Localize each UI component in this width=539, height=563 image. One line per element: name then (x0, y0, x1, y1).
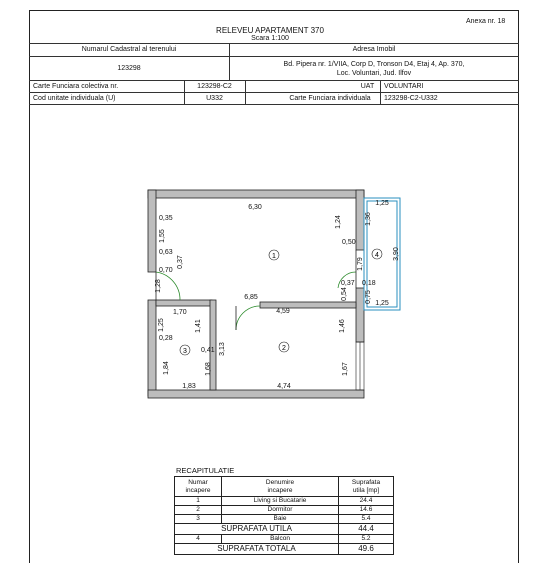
dim-right-037: 0,37 (341, 280, 355, 287)
uat-label: UAT (360, 83, 375, 90)
room-name: Dormitor (222, 506, 339, 515)
table-row (175, 506, 394, 515)
dim-bath-141: 1,41 (195, 319, 202, 333)
header-text: utila [mp] (352, 486, 380, 494)
recap-title: RECAPITULATIE (176, 466, 235, 475)
dim-left-170: 1,70 (173, 309, 187, 316)
useful-area-label: SUPRAFATA UTILA (175, 524, 339, 535)
cadastral-value: 123298 (117, 65, 141, 72)
table-row (175, 535, 394, 544)
address-label: Adresa Imobil (352, 46, 396, 53)
dim-right-124: 1,24 (335, 215, 342, 229)
dim-bath-041: 0,41 (201, 347, 215, 354)
room-number: 1 (175, 497, 222, 506)
dim-balcony-height: 3,90 (393, 247, 400, 261)
room-2-label: 2 (282, 345, 286, 352)
dim-right-050: 0,50 (342, 239, 356, 246)
dim-top-width: 6,30 (248, 204, 262, 211)
annex-label: Anexa nr. 18 (466, 18, 506, 25)
dim-left-035: 0,35 (159, 215, 173, 222)
table-row (175, 497, 394, 506)
total-area-value: 49.6 (339, 544, 394, 555)
dim-right-018: 0,18 (362, 280, 376, 287)
unit-code-label: Cod unitate individuala (U) (33, 95, 116, 102)
dim-left-063: 0,63 (159, 249, 173, 256)
address-line-2: Loc. Voluntari, Jud. Ilfov (336, 70, 412, 77)
plan-title: RELEVEU APARTAMENT 370 (216, 26, 324, 35)
header-text: Numar (188, 478, 208, 486)
room-1-label: 1 (272, 253, 276, 260)
cf-collective-value: 123298-C2 (197, 83, 232, 90)
dim-right-179: 1,79 (357, 257, 364, 271)
header-text: Denumire (265, 478, 295, 486)
room-area: 5.2 (339, 535, 394, 544)
room-number: 3 (175, 515, 222, 524)
useful-area-value: 44.4 (339, 524, 394, 535)
cf-individual-label: Carte Funciara individuala (289, 95, 371, 102)
dim-right-136: 1,36 (365, 212, 372, 226)
room-name: Baie (222, 515, 339, 524)
dim-balcony-bottom: 1,25 (375, 300, 389, 307)
header-cell (175, 477, 222, 497)
header-cell (222, 477, 339, 497)
room-name: Living si Bucatarie (222, 497, 339, 506)
dim-right-054: 0,54 (341, 287, 348, 301)
dim-left-125: 1,25 (158, 318, 165, 332)
unit-code-value: U332 (206, 95, 223, 102)
room-area: 5.4 (339, 515, 394, 524)
recap-table (174, 476, 394, 555)
table-row (175, 524, 394, 535)
cadastral-label: Numarul Cadastral al terenului (81, 46, 177, 53)
table-row (175, 477, 394, 497)
dim-left-184: 1,84 (163, 361, 170, 375)
cf-collective-label: Carte Funciara colectiva nr. (33, 83, 119, 90)
header-text: incapere (267, 486, 293, 494)
dim-left-128: 1,28 (155, 279, 162, 293)
header-cell (339, 477, 394, 497)
dim-left-037: 0,37 (177, 255, 184, 269)
header-text: incapere (185, 486, 211, 494)
cf-individual-value: 123298-C2-U332 (384, 95, 438, 102)
room-area: 24.4 (339, 497, 394, 506)
room-area: 14.6 (339, 506, 394, 515)
dim-right-075: 0,75 (365, 290, 372, 304)
room-number: 4 (175, 535, 222, 544)
dim-bath-168: 1,68 (205, 362, 212, 376)
header-text: Suprafata (351, 478, 381, 486)
doors (156, 250, 356, 330)
table-row (175, 515, 394, 524)
total-area-label: SUPRAFATA TOTALA (175, 544, 339, 555)
address-line-1: Bd. Pipera nr. 1/VIIA, Corp D, Tronson D4, Etaj 4, Ap. 370, (283, 61, 465, 68)
dim-bath-183: 1,83 (182, 383, 196, 390)
plan-scale: Scara 1:100 (251, 35, 289, 42)
dim-balcony-top: 1,25 (375, 200, 389, 207)
dim-right-146: 1,46 (339, 319, 346, 333)
dim-left-155: 1,55 (159, 229, 166, 243)
dim-bed-474: 4,74 (277, 383, 291, 390)
right-window (356, 342, 364, 390)
table-row (175, 544, 394, 555)
room-name: Balcon (222, 535, 339, 544)
dim-right-167: 1,67 (342, 362, 349, 376)
dim-mid-685: 6,85 (244, 294, 258, 301)
dim-left-028: 0,28 (159, 335, 173, 342)
room-4-label: 4 (375, 252, 379, 259)
dim-mid-459: 4,59 (276, 308, 290, 315)
room-3-label: 3 (183, 348, 187, 355)
room-number: 2 (175, 506, 222, 515)
uat-value: VOLUNTARI (384, 83, 424, 90)
dim-left-070: 0,70 (159, 267, 173, 274)
dim-bed-313: 3,13 (219, 342, 226, 356)
